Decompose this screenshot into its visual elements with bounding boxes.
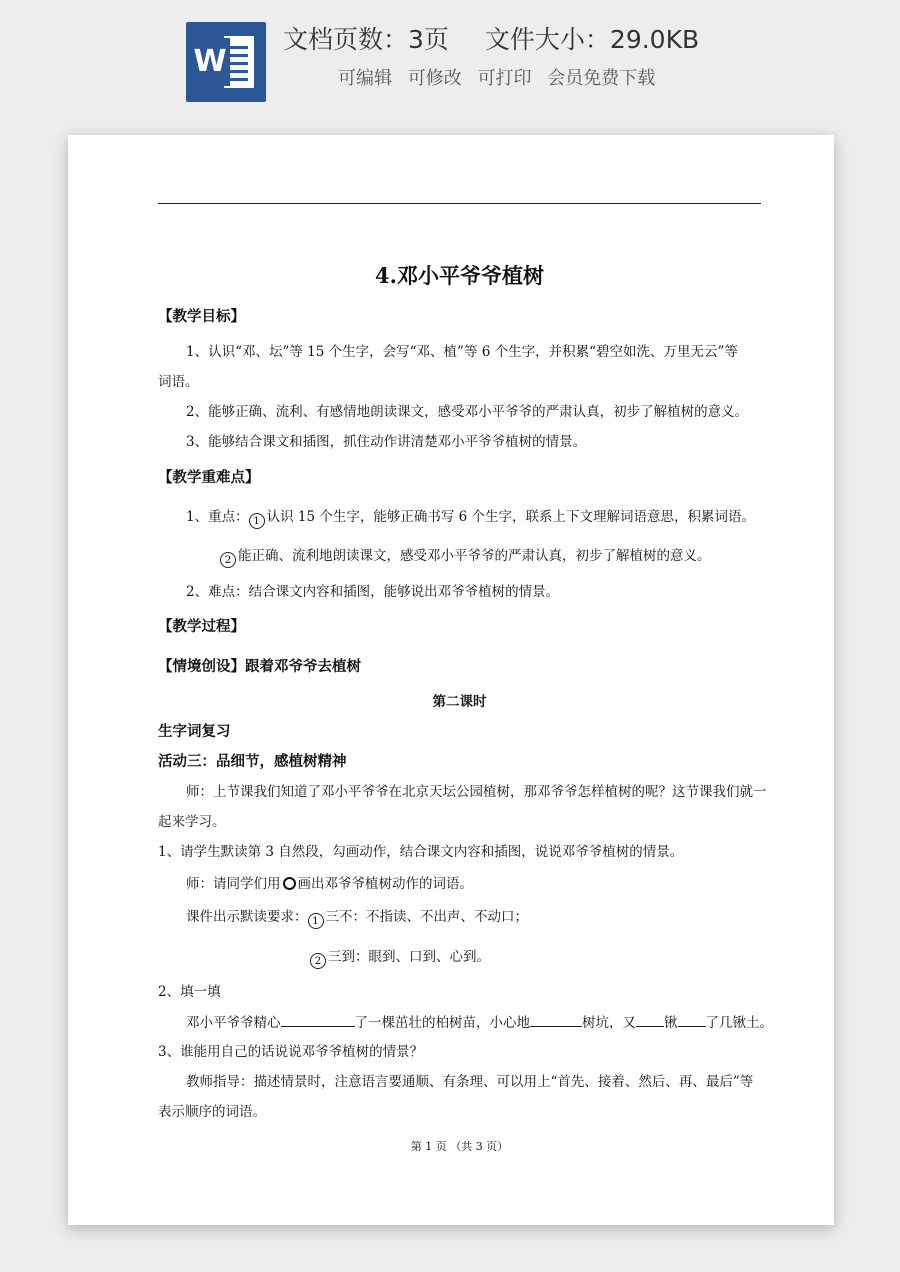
- goal-1-cont: 词语。: [158, 374, 199, 390]
- page-footer: 第 1 页 （共 3 页）: [410, 1140, 509, 1153]
- reading-requirement-2: [310, 945, 490, 969]
- fill-text-b: 了一棵茁壮的柏树苗，小心地: [354, 1015, 530, 1031]
- file-size: 文件大小：29.0KB: [484, 25, 700, 54]
- circled-number-2: 2: [310, 953, 326, 969]
- goal-2: 2、能够正确、流利、有感情地朗读课文，感受邓小平爷爷的严肃认真，初步了解植树的意义。: [186, 404, 749, 420]
- review-heading: 生字词复习: [158, 724, 231, 740]
- key-point-1b-text: 能正确、流利地朗读课文，感受邓小平爷爷的严肃认真，初步了解植树的意义。: [238, 548, 711, 564]
- step-3: 3、谁能用自己的话说说邓爷爷植树的情景？: [158, 1044, 424, 1060]
- fill-text-e: 了几锹土。: [705, 1015, 773, 1031]
- circled-number-2: 2: [220, 552, 236, 568]
- step-1-teacher: [186, 872, 473, 892]
- feature-list: [338, 66, 665, 92]
- file-meta-title: [283, 20, 699, 60]
- step-1: 1、请学生默读第 3 自然段，勾画动作，结合课文内容和插图，说说邓爷爷植树的情景。: [158, 844, 684, 860]
- teacher-intro: 师：上节课我们知道了邓小平爷爷在北京天坛公园植树，那邓爷爷怎样植树的呢？这节课我们就一: [186, 784, 767, 800]
- reading-requirement-label: 课件出示默读要求：: [186, 909, 308, 925]
- download-banner: [0, 0, 900, 118]
- key-points-heading: 【教学重难点】: [158, 470, 260, 486]
- fill-text-a: 邓小平爷爷精心: [186, 1015, 281, 1031]
- document-title: 4.邓小平爷爷植树: [375, 263, 544, 288]
- feature-member-download: 会员免费下载: [547, 68, 656, 89]
- document-page: [68, 135, 834, 1225]
- feature-editable: 可编辑: [338, 68, 392, 89]
- fill-blank-3: [636, 1014, 664, 1027]
- page-count: 文档页数：3页: [283, 25, 449, 54]
- reading-requirement-2-text: 三到：眼到、口到、心到。: [328, 949, 490, 965]
- activity-heading: 活动三：品细节，感植树精神: [158, 754, 347, 770]
- fill-in-blank-sentence: [186, 1011, 773, 1031]
- reading-requirement-1: [186, 905, 528, 929]
- circled-number-1: 1: [249, 513, 265, 529]
- lesson-heading: 第二课时: [432, 694, 487, 710]
- goal-1: 1、认识“邓、坛”等 15 个生字，会写“邓、植”等 6 个生字，并积累“碧空如洗、万里无云”等: [186, 344, 738, 360]
- header-rule: [158, 203, 761, 204]
- feature-modifiable: 可修改: [407, 68, 462, 89]
- key-point-1: [186, 505, 755, 529]
- key-point-1-text: 认识 15 个生字，能够正确书写 6 个生字，联系上下文理解词语意思，积累词语。: [266, 509, 756, 525]
- fill-blank-4: [678, 1014, 706, 1027]
- fill-blank-1: [281, 1014, 355, 1027]
- fill-text-d: 锹: [664, 1015, 678, 1031]
- step-1-teacher-text-b: 画出邓爷爷植树动作的词语。: [297, 876, 473, 892]
- circle-mark-icon: [283, 877, 296, 890]
- scene-heading: 【情境创设】跟着邓爷爷去植树: [158, 659, 361, 675]
- word-document-icon: [186, 22, 266, 102]
- goal-3: 3、能够结合课文和插图，抓住动作讲清楚邓小平爷爷植树的情景。: [186, 434, 587, 450]
- step-1-teacher-text-a: 师：请同学们用: [186, 876, 281, 892]
- teacher-guide: 教师指导：描述情景时，注意语言要通顺、有条理、可以用上“首先、接着、然后、再、最后”等: [186, 1074, 754, 1090]
- reading-requirement-1-text: 三不：不指读、不出声、不动口；: [325, 909, 528, 925]
- key-point-label: 1、重点：: [186, 509, 249, 525]
- difficulty-point: 2、难点：结合课文内容和插图，能够说出邓爷爷植树的情景。: [186, 584, 560, 600]
- circled-number-1: 1: [308, 913, 324, 929]
- fill-text-c: 树坑，又: [582, 1015, 636, 1031]
- fill-blank-2: [530, 1014, 582, 1027]
- teacher-intro-cont: 起来学习。: [158, 814, 226, 830]
- step-2: 2、填一填: [158, 984, 221, 1000]
- process-heading: 【教学过程】: [158, 619, 245, 635]
- teacher-guide-cont: 表示顺序的词语。: [158, 1104, 266, 1120]
- feature-printable: 可打印: [477, 68, 532, 89]
- goals-heading: 【教学目标】: [158, 309, 245, 325]
- key-point-1b: [220, 544, 711, 568]
- word-logo-letter: W: [190, 38, 230, 86]
